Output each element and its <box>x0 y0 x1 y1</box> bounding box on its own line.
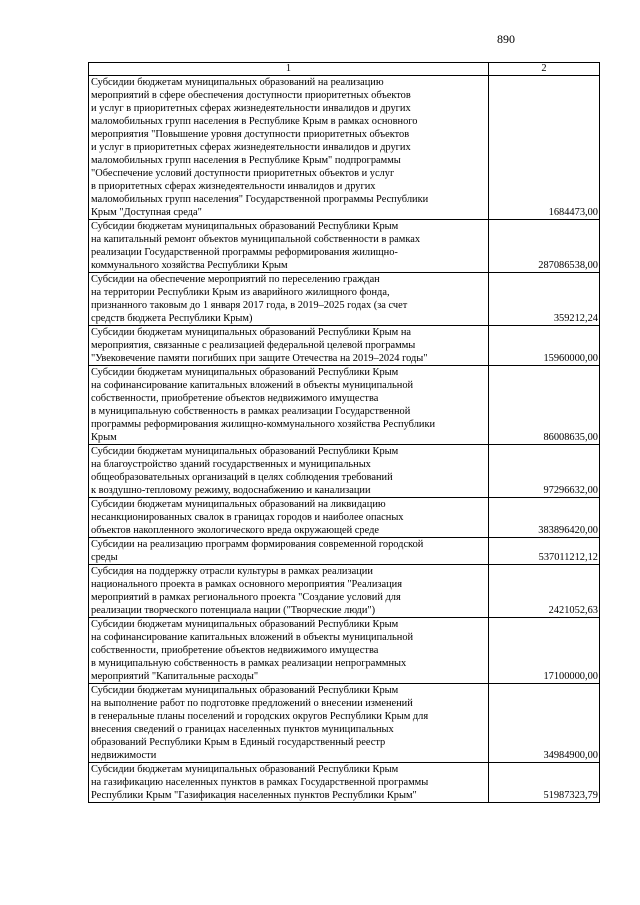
row-amount: 97296632,00 <box>489 445 600 498</box>
row-amount: 34984900,00 <box>489 684 600 763</box>
row-description: Субсидии на реализацию программ формирования современной городской среды <box>89 538 489 565</box>
row-description: Субсидии бюджетам муниципальных образований Республики Крым на софинансирование капитальных вложений в объекты муниципальной собственности, приобретение объектов недвижимого имущества в муниципальную собственность в рамках реализации Государственной программы реформирования жилищно-коммунального хозяйства Республики Крым <box>89 366 489 445</box>
row-description: Субсидии бюджетам муниципальных образований на реализацию мероприятий в сфере обеспечения доступности приоритетных объектов и услуг в приоритетных сферах жизнедеятельности инвалидов и других маломобильных групп населения в Республике Крым в рамках основного мероприятия "Повышение уровня доступности приоритетных объектов и услуг в приоритетных сферах жизнедеятельности инвалидов и других маломобильных групп населения в Республике Крым" подпрограммы "Обеспечение условий доступности приоритетных объектов и услуг в приоритетных сферах жизнедеятельности инвалидов и других маломобильных групп населения" Государственной программы Республики Крым "Доступная среда" <box>89 76 489 220</box>
row-description: Субсидии на обеспечение мероприятий по переселению граждан на территории Республики Крым из аварийного жилищного фонда, признанного таковым до 1 января 2017 года, в 2019–2025 годах (за счет средств бюджета Республики Крым) <box>89 273 489 326</box>
table-row <box>89 326 600 366</box>
row-amount: 2421052,63 <box>489 565 600 618</box>
row-amount: 51987323,79 <box>489 763 600 803</box>
row-amount: 15960000,00 <box>489 326 600 366</box>
table-row <box>89 445 600 498</box>
table-row <box>89 684 600 763</box>
row-description: Субсидии бюджетам муниципальных образований Республики Крым на капитальный ремонт объектов муниципальной собственности в рамках реализации Государственной программы реформирования жилищно- коммунального хозяйства Республики Крым <box>89 220 489 273</box>
row-amount: 537011212,12 <box>489 538 600 565</box>
table-row <box>89 538 600 565</box>
row-amount: 287086538,00 <box>489 220 600 273</box>
row-description: Субсидии бюджетам муниципальных образований на ликвидацию несанкционированных свалок в границах городов и наиболее опасных объектов накопленного экологического вреда окружающей среде <box>89 498 489 538</box>
column-header-2: 2 <box>489 63 600 76</box>
table-row <box>89 366 600 445</box>
row-description: Субсидии бюджетам муниципальных образований Республики Крым на газификацию населенных пунктов в рамках Государственной программы Республики Крым "Газификация населенных пунктов Республики Крым" <box>89 763 489 803</box>
table-header-row <box>89 63 600 76</box>
table-row <box>89 220 600 273</box>
row-amount: 1684473,00 <box>489 76 600 220</box>
row-amount: 383896420,00 <box>489 498 600 538</box>
row-amount: 359212,24 <box>489 273 600 326</box>
row-amount: 86008635,00 <box>489 366 600 445</box>
budget-table <box>88 62 600 803</box>
table-row <box>89 76 600 220</box>
page-number: 890 <box>497 32 515 46</box>
table-body <box>89 63 600 803</box>
table-row <box>89 498 600 538</box>
row-description: Субсидия на поддержку отрасли культуры в рамках реализации национального проекта в рамках основного мероприятия "Реализация мероприятий в рамках регионального проекта "Создание условий для реализации творческого потенциала нации ("Творческие люди") <box>89 565 489 618</box>
column-header-1: 1 <box>89 63 489 76</box>
row-description: Субсидии бюджетам муниципальных образований Республики Крым на софинансирование капитальных вложений в объекты муниципальной собственности, приобретение объектов недвижимого имущества в муниципальную собственность в рамках реализации непрограммных мероприятий "Капитальные расходы" <box>89 618 489 684</box>
row-description: Субсидии бюджетам муниципальных образований Республики Крым на благоустройство зданий государственных и муниципальных общеобразовательных организаций в целях соблюдения требований к воздушно-тепловому режиму, водоснабжению и канализации <box>89 445 489 498</box>
row-description: Субсидии бюджетам муниципальных образований Республики Крым на выполнение работ по подготовке предложений о внесении изменений в генеральные планы поселений и городских округов Республики Крым для внесения сведений о границах населенных пунктов муниципальных образований Республики Крым в Единый государственный реестр недвижимости <box>89 684 489 763</box>
table-row <box>89 273 600 326</box>
table-row <box>89 763 600 803</box>
table-row <box>89 618 600 684</box>
row-description: Субсидии бюджетам муниципальных образований Республики Крым на мероприятия, связанные с реализацией федеральной целевой программы "Увековечение памяти погибших при защите Отечества на 2019–2024 годы" <box>89 326 489 366</box>
table-row <box>89 565 600 618</box>
row-amount: 17100000,00 <box>489 618 600 684</box>
